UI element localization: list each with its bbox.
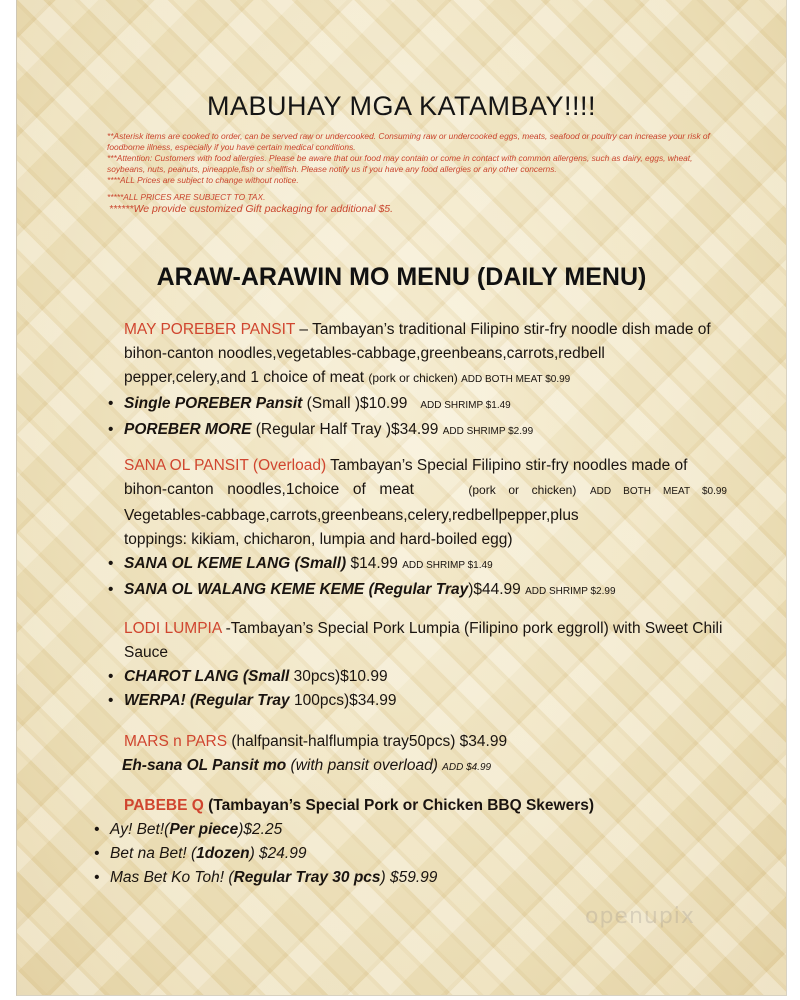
menu-item: • SANA OL WALANG KEME KEME (Regular Tray)$44.99 ADD SHRIMP $2.99 <box>107 578 727 604</box>
section-pabebe-q <box>93 794 713 890</box>
section-name: MAY POREBER PANSIT <box>124 321 296 338</box>
welcome-title: MABUHAY MGA KATAMBAY!!!! <box>206 91 597 121</box>
section-name: PABEBE Q <box>124 797 204 814</box>
menu-item: • WERPA! (Regular Tray 100pcs)$34.99 <box>107 689 727 713</box>
section-description-line: bihon-canton noodles,1choice of meat (pork or chicken) ADD BOTH MEAT $0.99 <box>124 481 727 498</box>
section-description: SANA OL PANSIT (Overload) Tambayan’s Special Filipino stir-fry noodles made of <box>124 457 688 474</box>
note-price-change: ****ALL Prices are subject to change without notice. <box>107 175 299 185</box>
section-description-line: toppings: kikiam, chicharon, lumpia and hard-boiled egg) <box>124 531 513 548</box>
section-description: LODI LUMPIA -Tambayan’s Special Pork Lumpia (Filipino pork eggroll) with Sweet Chili Sauce <box>124 620 723 661</box>
section-name: LODI LUMPIA <box>124 620 222 637</box>
section-description: MAY POREBER PANSIT – Tambayan’s traditional Filipino stir-fry noodle dish made of bihon-canton noodles,vegetables-cabbage,greenbeans,carrots,redbell pepper,celery,and 1 choice of meat (pork or chicken) ADD BOTH MEAT $0.99 <box>124 321 711 386</box>
section-description-line: Vegetables-cabbage,carrots,greenbeans,celery,redbellpepper,plus <box>124 507 579 524</box>
menu-item-addon: Eh-sana OL Pansit mo (with pansit overload) ADD $4.99 <box>122 757 492 774</box>
menu-item: • POREBER MORE (Regular Half Tray )$34.99 ADD SHRIMP $2.99 <box>107 418 727 444</box>
note-allergens: ***Attention: Customers with food allergies. Please be aware that our food may contain or come in contact with common allergens, such as dairy, eggs, wheat, soybeans, nuts, peanuts, pineapple,fish or shellfish. Please notify us if you have any food allergies or any other concerns. <box>107 153 693 174</box>
menu-item: • Bet na Bet! (1dozen) $24.99 <box>93 842 713 866</box>
menu-sheet <box>16 0 787 996</box>
section-name: MARS n PARS <box>124 733 228 750</box>
daily-menu-title: ARAW-ARAWIN MO MENU (DAILY MENU) <box>156 263 647 291</box>
section-description: MARS n PARS (halfpansit-halflumpia tray50pcs) $34.99 <box>124 733 508 750</box>
menu-item: • SANA OL KEME LANG (Small) $14.99 ADD SHRIMP $1.49 <box>107 552 727 578</box>
disclaimer-notes <box>107 131 727 216</box>
note-tax: *****ALL PRICES ARE SUBJECT TO TAX. <box>107 192 266 202</box>
section-mars-n-pars <box>107 730 727 780</box>
note-raw-food: **Asterisk items are cooked to order, can be served raw or undercooked. Consuming raw or undercooked eggs, meats, seafood or poultry can increase your risk of foodborne illness, especially if you have certain medical conditions. <box>107 131 710 152</box>
section-may-poreber-pansit <box>107 318 727 444</box>
menu-item: • Ay! Bet!(Per piece)$2.25 <box>93 818 713 842</box>
menu-item: • CHAROT LANG (Small 30pcs)$10.99 <box>107 665 727 689</box>
section-sana-ol-pansit <box>107 454 727 604</box>
note-gift-packaging: ******We provide customized Gift packaging for additional $5. <box>109 203 394 215</box>
section-lodi-lumpia <box>107 617 727 713</box>
menu-item: • Mas Bet Ko Toh! (Regular Tray 30 pcs) $59.99 <box>93 866 713 890</box>
watermark: openupix <box>585 904 695 929</box>
menu-item: • Single POREBER Pansit (Small )$10.99 ADD SHRIMP $1.49 <box>107 392 727 418</box>
section-description: PABEBE Q (Tambayan’s Special Pork or Chicken BBQ Skewers) <box>124 797 595 814</box>
section-name: SANA OL PANSIT (Overload) <box>124 457 327 474</box>
